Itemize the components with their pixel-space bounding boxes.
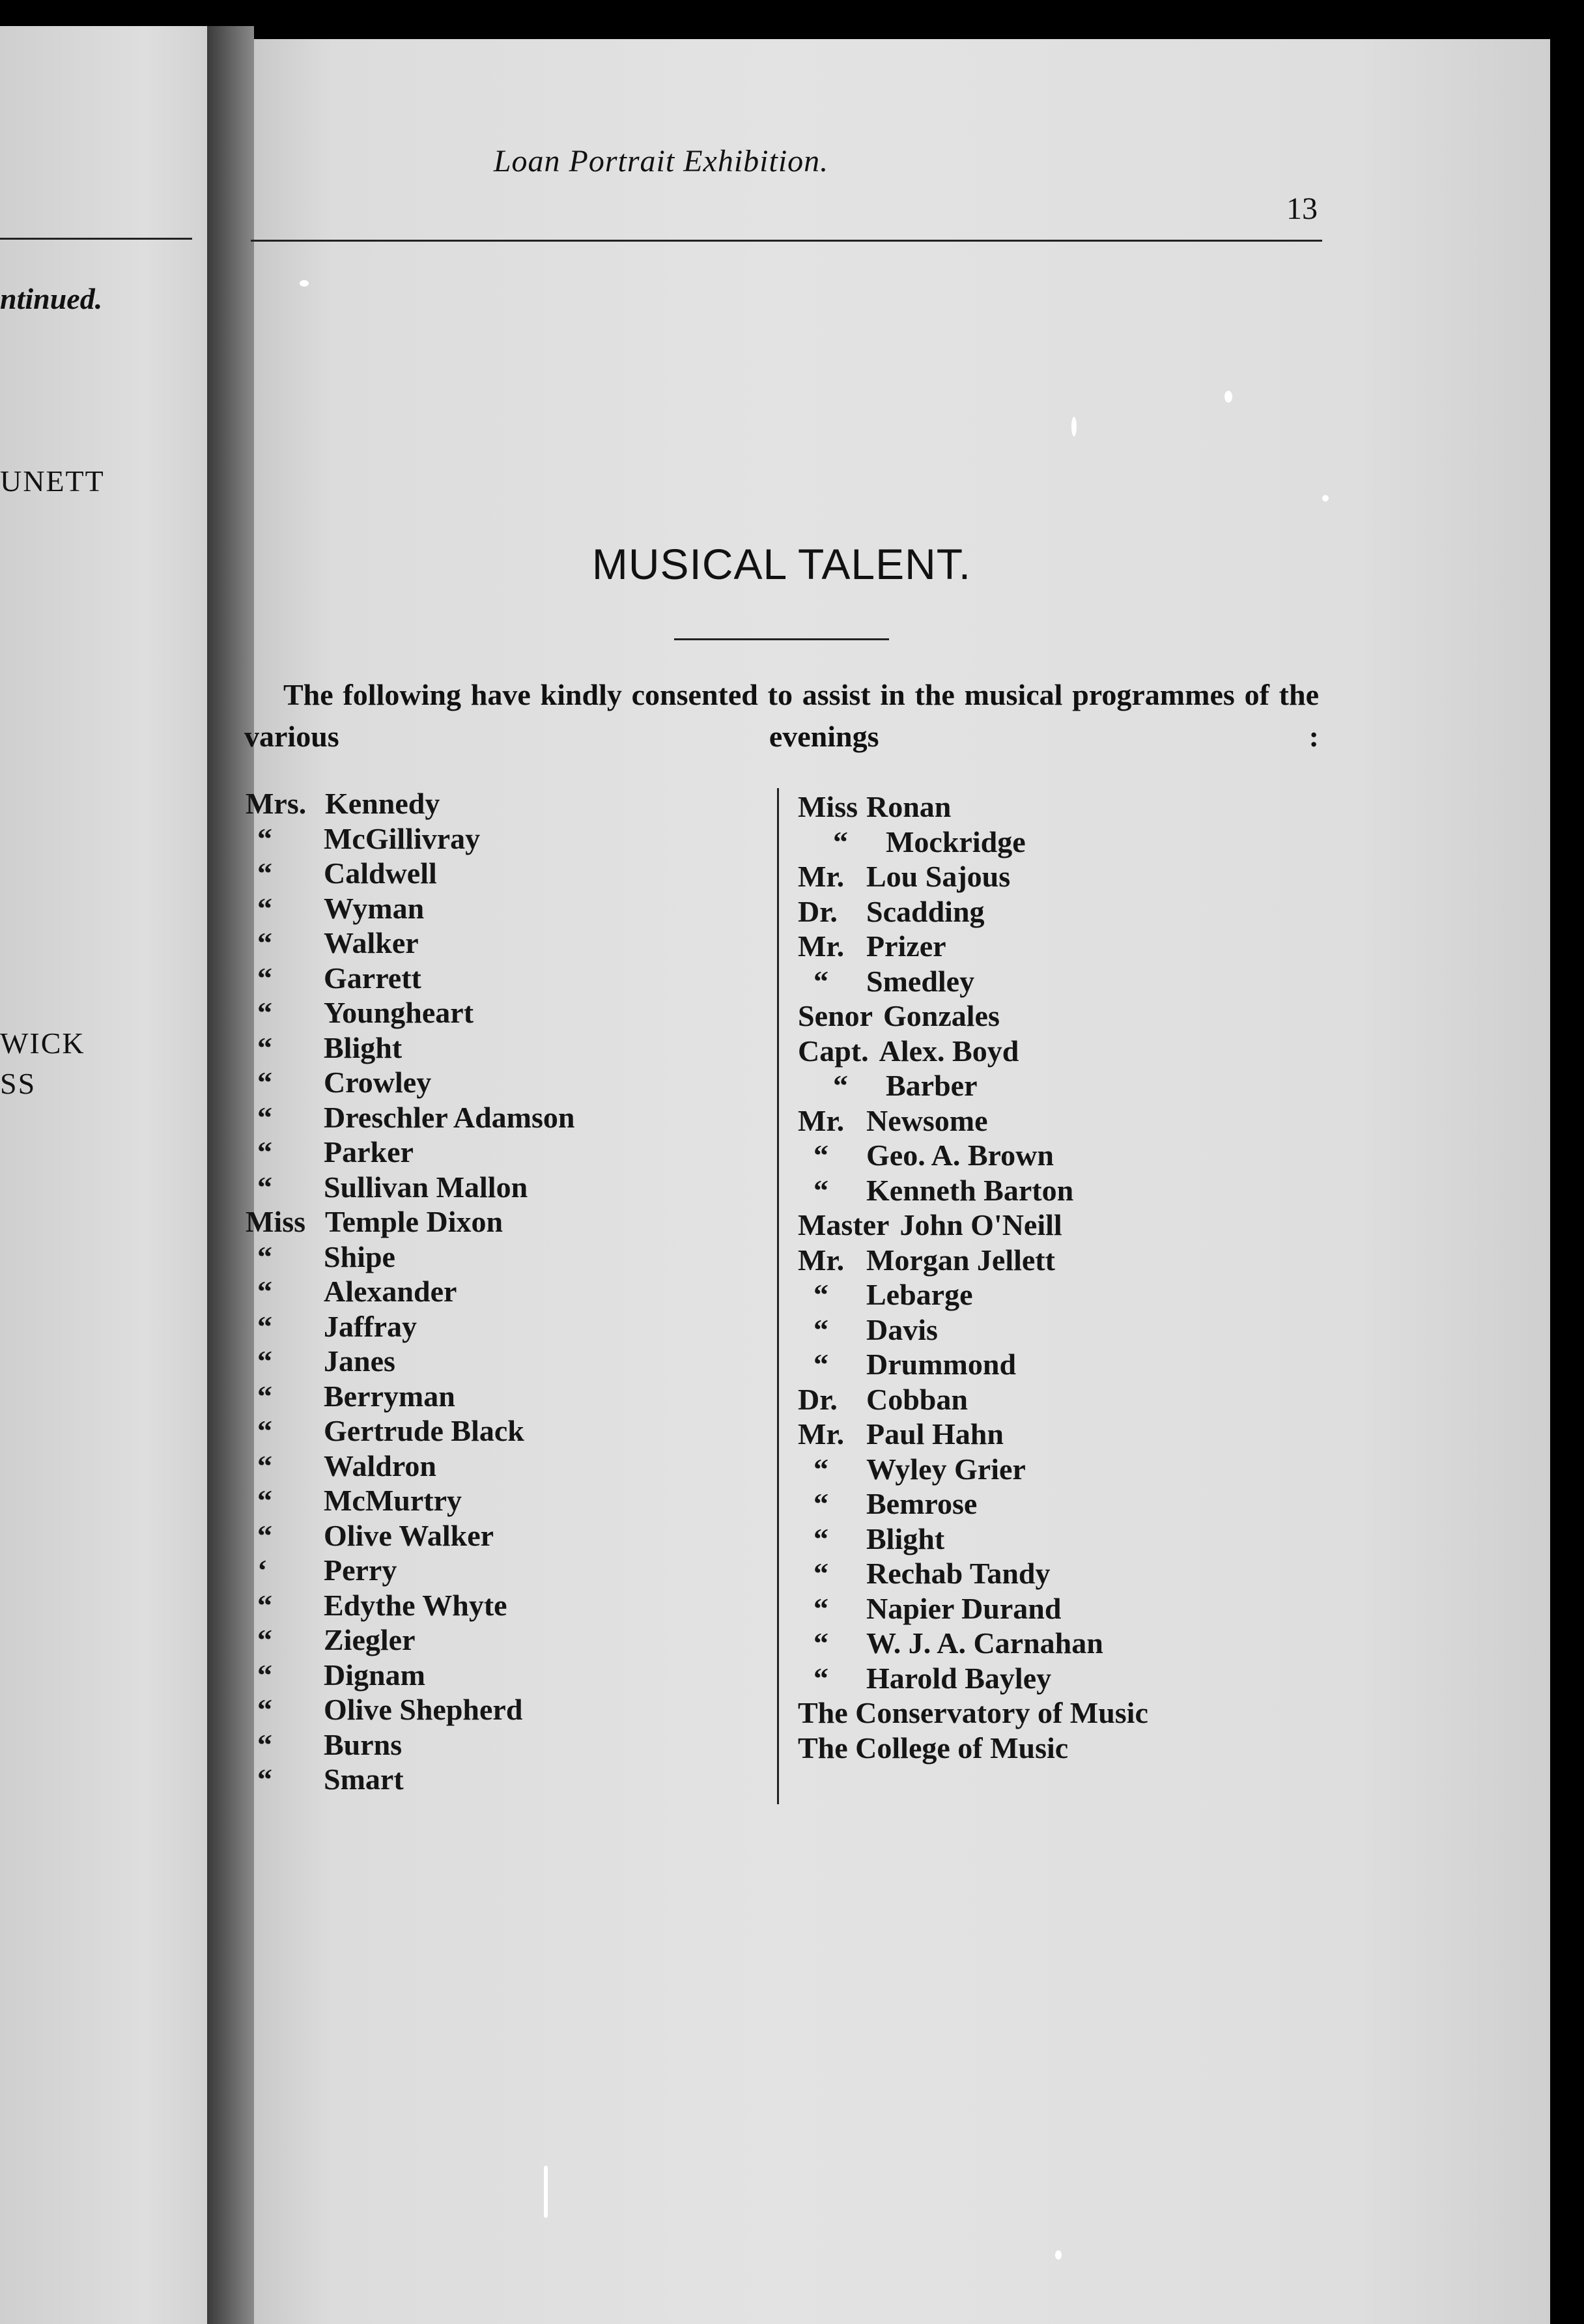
honorific: Miss — [798, 790, 858, 823]
performer-name: McMurtry — [324, 1484, 462, 1517]
honorific: Miss — [246, 1205, 305, 1238]
ditto-mark: “ — [813, 1173, 828, 1207]
performer-name: Cobban — [866, 1382, 968, 1416]
list-item — [798, 1626, 1148, 1661]
list-item — [246, 1135, 574, 1170]
performer-name: Harold Bayley — [866, 1661, 1052, 1695]
performer-name: Mockridge — [886, 825, 1026, 858]
list-item — [798, 1695, 1148, 1731]
honorific: Capt. — [798, 1034, 869, 1068]
ditto-mark: “ — [257, 1240, 272, 1273]
ditto-mark: “ — [257, 1484, 272, 1517]
header-rule — [251, 240, 1322, 242]
performer-name: Alex. Boyd — [879, 1034, 1019, 1068]
list-item — [798, 859, 1148, 894]
performer-name: Youngheart — [324, 996, 474, 1029]
performer-name: Davis — [866, 1312, 938, 1346]
list-item — [246, 1623, 574, 1658]
scan-speck — [300, 280, 309, 287]
list-item — [246, 1727, 574, 1763]
list-item — [246, 786, 574, 821]
ditto-mark: “ — [257, 926, 272, 959]
performer-name: Wyley Grier — [866, 1452, 1026, 1486]
previous-page-fragment: UNETT — [0, 464, 105, 498]
performer-name: Dreschler Adamson — [324, 1100, 575, 1134]
honorific: Mr. — [798, 1243, 845, 1277]
performer-name: Perry — [324, 1553, 397, 1587]
ditto-mark: “ — [257, 857, 272, 890]
list-item — [246, 1762, 574, 1797]
performer-name: Alexander — [324, 1275, 457, 1308]
list-item — [246, 1379, 574, 1414]
performer-name: Jaffray — [324, 1309, 417, 1343]
page-right-edge — [1550, 39, 1584, 2324]
previous-page-fragment: SS — [0, 1067, 36, 1100]
performer-name: Napier Durand — [866, 1591, 1062, 1625]
ditto-mark: “ — [257, 1030, 272, 1064]
previous-page-fragment: WICK — [0, 1027, 85, 1060]
ditto-mark: “ — [813, 1522, 828, 1555]
performer-name: Temple Dixon — [325, 1205, 503, 1238]
list-item — [798, 1277, 1148, 1312]
list-item — [246, 1309, 574, 1344]
list-item — [246, 821, 574, 857]
ditto-mark: “ — [833, 1069, 848, 1102]
list-item — [798, 1452, 1148, 1487]
performer-name: Rechab Tandy — [866, 1557, 1051, 1590]
performer-name: Lebarge — [866, 1278, 973, 1311]
honorific: Mr. — [798, 860, 845, 893]
intro-paragraph: The following have kindly consented to assist in the musical programmes of the various evenings : — [244, 678, 1319, 753]
list-item — [798, 789, 1148, 825]
list-item — [798, 1173, 1148, 1208]
performer-name: Dignam — [324, 1658, 425, 1692]
performer-name: Berryman — [324, 1379, 455, 1413]
scan-speck — [1224, 391, 1232, 403]
performers-right-column — [798, 789, 1148, 1765]
page-number: 13 — [1286, 191, 1318, 226]
honorific: Master — [798, 1208, 890, 1241]
list-item — [246, 1449, 574, 1484]
ditto-mark: “ — [257, 1170, 272, 1204]
ditto-mark: “ — [257, 1379, 272, 1413]
performer-name: Crowley — [324, 1066, 432, 1099]
performer-name: Kenneth Barton — [866, 1173, 1074, 1207]
honorific: Mr. — [798, 1103, 845, 1137]
performer-name: Sullivan Mallon — [324, 1170, 528, 1204]
ditto-mark: “ — [257, 1763, 272, 1796]
performer-name: Shipe — [324, 1240, 395, 1273]
list-item — [798, 825, 1148, 860]
ditto-mark: “ — [813, 1278, 828, 1311]
performer-name: Burns — [324, 1727, 403, 1761]
performer-name: Parker — [324, 1135, 414, 1169]
list-item — [246, 1658, 574, 1693]
list-item — [246, 1692, 574, 1727]
list-item — [246, 1413, 574, 1449]
performer-name: Blight — [324, 1030, 403, 1064]
ditto-mark: “ — [257, 1275, 272, 1308]
performer-name: John O'Neill — [899, 1208, 1062, 1241]
list-item — [798, 1731, 1148, 1766]
ditto-mark: “ — [257, 1588, 272, 1622]
performer-name: Scadding — [866, 894, 985, 928]
honorific: Dr. — [798, 1382, 838, 1416]
list-item — [246, 1344, 574, 1379]
performer-name: Lou Sajous — [866, 860, 1011, 893]
performer-name: Geo. A. Brown — [866, 1139, 1054, 1172]
list-item — [246, 856, 574, 891]
ditto-mark: “ — [813, 964, 828, 998]
performer-name: The College of Music — [798, 1731, 1069, 1764]
ditto-mark: “ — [257, 1100, 272, 1134]
list-item — [246, 961, 574, 996]
performer-name: Barber — [886, 1069, 978, 1102]
running-header-title: Loan Portrait Exhibition. — [493, 144, 829, 178]
list-item — [246, 1170, 574, 1205]
performer-name: Walker — [324, 926, 419, 959]
performer-name: Prizer — [866, 929, 946, 963]
scan-speck — [544, 2166, 548, 2218]
list-item — [246, 1588, 574, 1623]
performer-name: Waldron — [324, 1449, 436, 1482]
list-item — [798, 1417, 1148, 1452]
ditto-mark: “ — [813, 1591, 828, 1625]
performer-name: Drummond — [866, 1348, 1017, 1381]
list-item — [246, 1274, 574, 1309]
ditto-mark: “ — [257, 1518, 272, 1552]
performer-name: Morgan Jellett — [866, 1243, 1055, 1277]
list-item — [246, 1100, 574, 1135]
ditto-mark: “ — [813, 1557, 828, 1590]
list-item — [798, 999, 1148, 1034]
ditto-mark: “ — [813, 1661, 828, 1695]
list-item — [798, 1382, 1148, 1417]
list-item — [798, 1103, 1148, 1139]
performer-name: Edythe Whyte — [324, 1588, 507, 1622]
ditto-mark: “ — [833, 825, 848, 858]
honorific: Senor — [798, 999, 873, 1032]
performer-name: Smedley — [866, 964, 975, 998]
performer-name: McGillivray — [324, 821, 481, 855]
ditto-mark: “ — [813, 1487, 828, 1520]
honorific: Mr. — [798, 1417, 845, 1451]
performer-name: Bemrose — [866, 1487, 978, 1520]
ditto-mark: “ — [257, 996, 272, 1029]
performer-name: W. J. A. Carnahan — [866, 1626, 1103, 1660]
previous-page-sliver — [0, 26, 207, 2324]
performer-name: Wyman — [324, 891, 425, 925]
list-item — [798, 1208, 1148, 1243]
performers-left-column — [246, 786, 574, 1797]
performer-name: Olive Shepherd — [324, 1693, 523, 1726]
list-item — [798, 1486, 1148, 1522]
list-item — [246, 995, 574, 1030]
previous-page-fragment: ntinued. — [0, 282, 103, 315]
list-item — [798, 1034, 1148, 1069]
list-item — [246, 1483, 574, 1518]
list-item — [798, 929, 1148, 964]
performer-name: Janes — [324, 1344, 395, 1378]
list-item — [798, 1347, 1148, 1382]
title-rule — [674, 638, 889, 640]
ditto-mark: “ — [813, 1348, 828, 1381]
list-item — [798, 894, 1148, 929]
section-title: MUSICAL TALENT. — [591, 540, 972, 588]
performer-name: Ziegler — [324, 1623, 416, 1656]
ditto-mark: “ — [813, 1139, 828, 1172]
performer-name: Blight — [866, 1522, 945, 1555]
list-item — [246, 891, 574, 926]
scan-speck — [1071, 417, 1077, 436]
list-item — [798, 1138, 1148, 1173]
performer-name: Smart — [324, 1763, 404, 1796]
honorific: Dr. — [798, 894, 838, 928]
performer-name: The Conservatory of Music — [798, 1696, 1148, 1729]
list-item — [798, 1556, 1148, 1591]
list-item — [246, 1030, 574, 1066]
list-item — [246, 1518, 574, 1553]
performer-name: Paul Hahn — [866, 1417, 1004, 1451]
performer-name: Caldwell — [324, 857, 437, 890]
previous-page-header-rule — [0, 238, 192, 240]
ditto-mark: “ — [257, 1449, 272, 1482]
ditto-mark: “ — [257, 891, 272, 925]
performer-name: Gertrude Black — [324, 1414, 524, 1447]
list-item — [798, 964, 1148, 999]
ditto-mark: “ — [257, 1727, 272, 1761]
honorific: Mrs. — [246, 787, 307, 820]
ditto-mark: “ — [813, 1452, 828, 1486]
performer-name: Kennedy — [325, 787, 440, 820]
ditto-mark: “ — [257, 961, 272, 995]
list-item — [246, 1065, 574, 1100]
performer-name: Newsome — [866, 1103, 988, 1137]
list-item — [246, 926, 574, 961]
list-item — [246, 1204, 574, 1240]
ditto-mark: “ — [257, 1344, 272, 1378]
ditto-mark: “ — [257, 821, 272, 855]
column-divider — [777, 788, 779, 1804]
ditto-mark: “ — [257, 1414, 272, 1447]
ditto-mark: “ — [257, 1135, 272, 1169]
performer-name: Ronan — [866, 790, 952, 823]
ditto-mark: “ — [257, 1693, 272, 1726]
ditto-mark: ‘ — [257, 1553, 268, 1587]
list-item — [798, 1068, 1148, 1103]
ditto-mark: “ — [257, 1309, 272, 1343]
list-item — [798, 1312, 1148, 1348]
performer-name: Gonzales — [883, 999, 1000, 1032]
list-item — [246, 1553, 574, 1588]
ditto-mark: “ — [257, 1623, 272, 1656]
list-item — [798, 1591, 1148, 1626]
ditto-mark: “ — [813, 1626, 828, 1660]
scan-speck — [1055, 2250, 1062, 2260]
ditto-mark: “ — [813, 1312, 828, 1346]
honorific: Mr. — [798, 929, 845, 963]
list-item — [798, 1243, 1148, 1278]
list-item — [798, 1661, 1148, 1696]
scan-speck — [1322, 495, 1329, 502]
performer-name: Garrett — [324, 961, 421, 995]
ditto-mark: “ — [257, 1658, 272, 1692]
ditto-mark: “ — [257, 1066, 272, 1099]
list-item — [798, 1522, 1148, 1557]
performer-name: Olive Walker — [324, 1518, 494, 1552]
list-item — [246, 1240, 574, 1275]
